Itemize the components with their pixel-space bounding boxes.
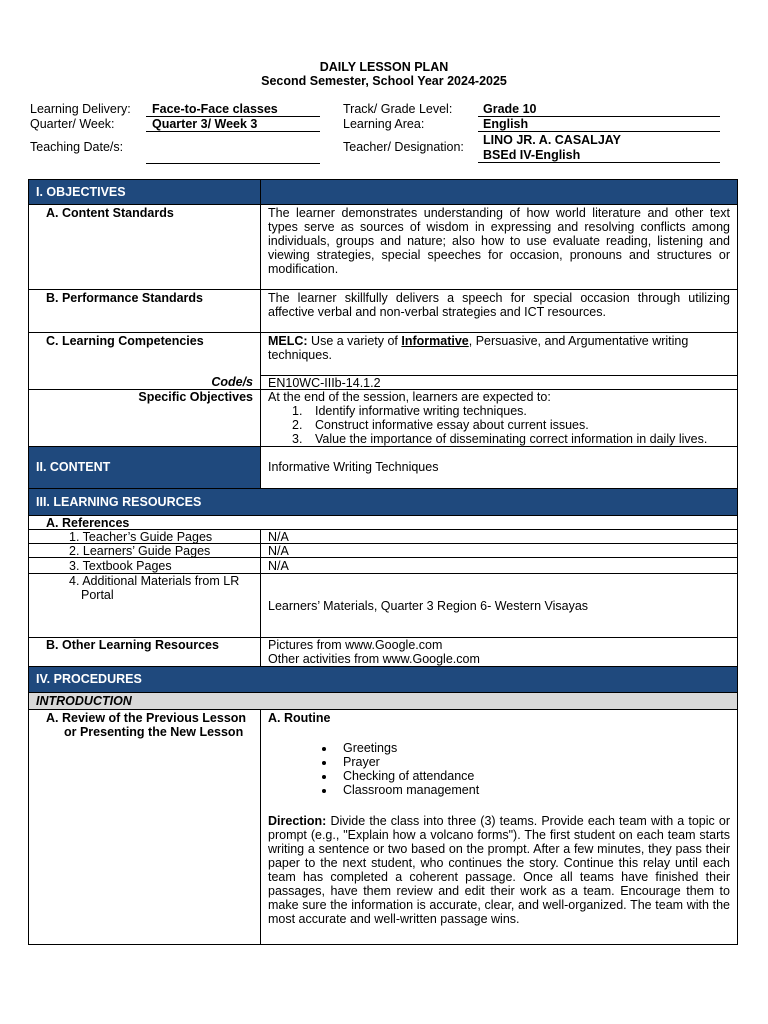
specific-objective-item: Identify informative writing techniques. [315,404,527,418]
learning-area-value: English [478,117,720,132]
specific-objectives-label: Specific Objectives [138,390,253,404]
introduction-label: INTRODUCTION [36,694,132,708]
content-standards-label-cell [28,204,261,290]
objectives-heading: I. OBJECTIVES [36,185,126,199]
routine-item: Prayer [343,755,380,769]
document-subtitle: Second Semester, School Year 2024-2025 [261,74,507,88]
competencies-label-cell [28,332,261,390]
content-value: Informative Writing Techniques [268,460,439,474]
specific-objective-number: 2. [292,418,303,432]
reference-label-cell [28,529,261,544]
content-heading-cell [28,446,261,489]
melc-label: MELC: [268,334,308,348]
document-title: DAILY LESSON PLAN [319,60,449,74]
specific-objectives-intro: At the end of the session, learners are expected to: [268,390,551,404]
learning-delivery-label: Learning Delivery: [30,102,131,116]
procedures-heading-cell [28,666,738,693]
reference-value: N/A [268,559,289,573]
code-label: Code/s [211,375,253,389]
additional-materials-label-2: Portal [81,588,114,602]
routine-item: Greetings [343,741,398,755]
other-resources-value-1: Pictures from www.Google.com [268,638,443,652]
resources-heading: III. LEARNING RESOURCES [36,495,202,509]
objectives-heading-right [260,179,738,205]
teaching-dates-label: Teaching Date/s: [30,140,124,154]
melc-post: , Persuasive, and Argumentative writing techniques. [268,334,689,362]
direction-text [268,814,730,926]
melc-cell [260,332,738,376]
content-value-cell [260,446,738,489]
specific-objective-number: 1. [292,404,303,418]
teacher-name: LINO JR. A. CASALJAY [483,133,621,147]
performance-standards-label: B. Performance Standards [46,291,203,305]
routine-item: Checking of attendance [343,769,475,783]
resources-heading-cell [28,488,738,516]
reference-value-cell [260,557,738,574]
reference-label: 1. Teacher’s Guide Pages [69,530,213,544]
reference-value-cell [260,529,738,544]
additional-materials-cell [260,573,738,638]
quarter-week-value: Quarter 3/ Week 3 [146,117,320,132]
competencies-label: C. Learning Competencies [46,334,204,348]
learning-delivery-value: Face-to-Face classes [146,102,320,117]
references-row [28,515,738,530]
performance-standards-cell [260,289,738,333]
melc-underlined: Informative [401,334,469,348]
bullet-icon [322,775,326,779]
specific-objectives-label-cell [28,389,261,447]
reference-label-cell [28,543,261,558]
additional-materials-label: 4. Additional Materials from LR [69,574,240,588]
content-standards-cell [260,204,738,290]
routine-label: A. Routine [268,711,331,725]
content-standards-text: The learner demonstrates understanding of how world literature and other text types serve as sources of wisdom in expressing and resolving conflicts among individuals, groups and nature; also how to use evaluate reading, listening and viewing strategies, special speeches for occasion, pronouns and structures or modification. [268,206,730,276]
bullet-icon [322,789,326,793]
other-resources-cell [260,637,738,667]
reference-value-cell [260,543,738,558]
specific-objective-item: Construct informative essay about current issues. [315,418,589,432]
review-label-cell [28,709,261,945]
other-resources-label-cell [28,637,261,667]
reference-label: 2. Learners’ Guide Pages [69,544,211,558]
specific-objective-item: Value the importance of disseminating correct information in daily lives. [315,432,708,446]
bullet-icon [322,761,326,765]
bullet-icon [322,747,326,751]
procedures-heading: IV. PROCEDURES [36,672,142,686]
melc-text [268,334,730,362]
specific-objectives-cell [260,389,738,447]
learning-area-label: Learning Area: [343,117,425,131]
direction-label: Direction: [268,814,327,828]
lesson-plan-table [28,179,738,945]
track-grade-value: Grade 10 [478,102,720,117]
track-grade-label: Track/ Grade Level: [343,102,453,116]
other-resources-label: B. Other Learning Resources [46,638,219,652]
code-value: EN10WC-IIIb-14.1.2 [268,376,381,390]
additional-materials-value: Learners’ Materials, Quarter 3 Region 6- Western Visayas [268,599,589,613]
reference-value: N/A [268,544,289,558]
reference-label-cell [28,557,261,574]
melc-pre: Use a variety of [307,334,402,348]
quarter-week-label: Quarter/ Week: [30,117,115,131]
reference-value: N/A [268,530,289,544]
objectives-heading-cell [28,179,261,205]
teacher-designation: BSEd IV-English [478,148,720,163]
teacher-label: Teacher/ Designation: [343,140,464,154]
routine-item: Classroom management [343,783,480,797]
references-label: A. References [46,516,130,530]
content-standards-label: A. Content Standards [46,206,174,220]
reference-label: 3. Textbook Pages [69,559,172,573]
direction-body: Divide the class into three (3) teams. Provide each team with a topic or prompt (e.g., "Explain how a volcano forms"). The first student on each team starts writing a sentence or two based on the prompt. After a few minutes, they pass their paper to the next student, who continues the story. Continue this relay until each team has completed a coherent passage. Once all teams have finished their passages, have them review and edit their work as a team. Encourage them to make sure the information is accurate, clear, and well-organized. The team with the most accurate and well-written passage wins. [268,814,730,926]
review-label: A. Review of the Previous Lesson [46,711,247,725]
other-resources-value-2: Other activities from www.Google.com [268,652,480,666]
code-cell [260,375,738,390]
teaching-dates-line [146,163,320,164]
specific-objective-number: 3. [292,432,303,446]
review-content-cell [260,709,738,945]
review-label-2: or Presenting the New Lesson [64,725,244,739]
introduction-row [28,692,738,710]
content-heading: II. CONTENT [36,460,111,474]
additional-materials-label-cell [28,573,261,638]
performance-standards-text: The learner skillfully delivers a speech for special occasion through utilizing affective verbal and non-verbal strategies and ICT resources. [268,291,730,319]
performance-standards-label-cell [28,289,261,333]
